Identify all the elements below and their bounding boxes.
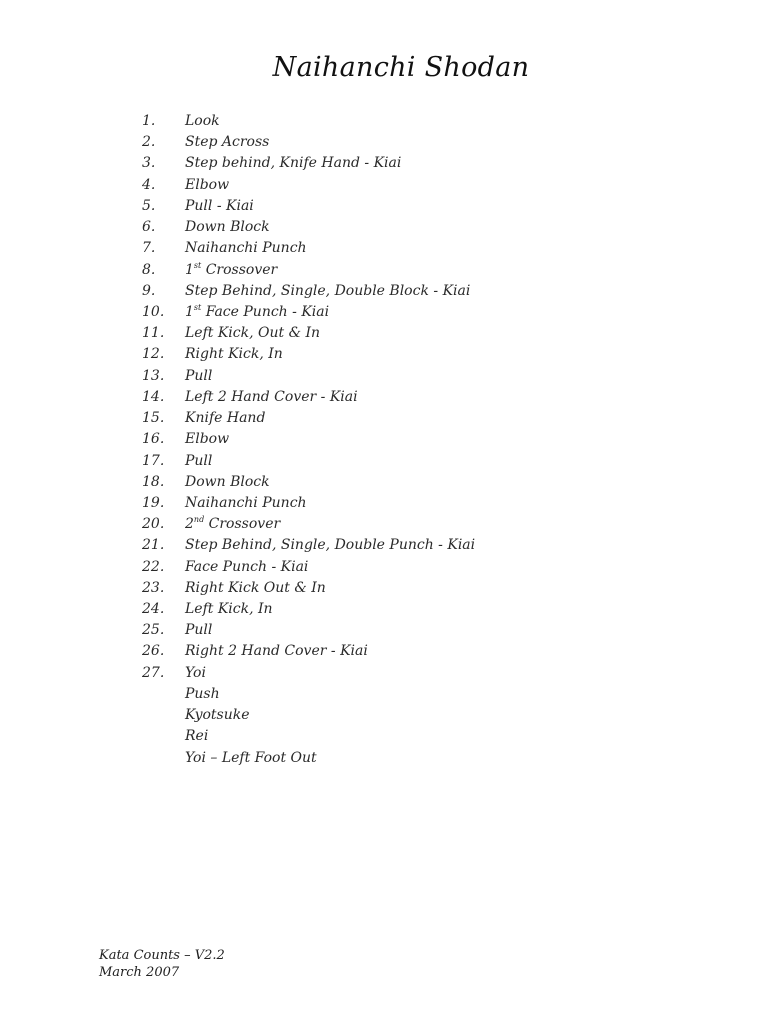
step-number: 4. (142, 176, 156, 193)
step-text: Right Kick, In (185, 346, 283, 363)
step-text: Pull (185, 622, 213, 639)
step-text: Down Block (185, 219, 270, 236)
list-item (0, 620, 768, 641)
step-number: 21. (142, 537, 165, 554)
step-number: 12. (142, 346, 165, 363)
step-text-rest: Face Punch - Kiai (201, 303, 330, 320)
step-text: Face Punch - Kiai (185, 558, 309, 575)
step-number: 8. (142, 261, 156, 278)
step-text: Kyotsuke (185, 707, 250, 724)
step-text (185, 302, 329, 323)
step-number: 5. (142, 197, 156, 214)
step-text: Pull (185, 452, 213, 469)
step-text-rest: Crossover (201, 261, 278, 278)
step-text: Rei (185, 728, 209, 745)
kata-steps-list (0, 111, 768, 769)
step-text: Step Across (185, 134, 270, 151)
step-text: Step Behind, Single, Double Block - Kiai (185, 282, 471, 299)
list-item (0, 748, 768, 769)
list-item (0, 344, 768, 365)
step-text: Right 2 Hand Cover - Kiai (185, 643, 368, 660)
step-number: 22. (142, 558, 165, 575)
step-text: Down Block (185, 473, 270, 490)
step-text: Naihanchi Punch (185, 494, 307, 511)
step-number: 6. (142, 219, 156, 236)
page-title: Naihanchi Shodan (272, 52, 530, 83)
step-text-ordinal: 1 (185, 303, 194, 320)
step-number: 14. (142, 388, 165, 405)
list-item (0, 366, 768, 387)
list-item (0, 408, 768, 429)
step-text: Naihanchi Punch (185, 240, 307, 257)
step-text: Elbow (185, 176, 230, 193)
list-item (0, 429, 768, 450)
list-item (0, 514, 768, 535)
list-item (0, 641, 768, 662)
step-number: 3. (142, 155, 156, 172)
ordinal-suffix: nd (193, 515, 205, 525)
step-number: 7. (142, 240, 156, 257)
step-text: Left Kick, In (185, 601, 273, 618)
footer-date: March 2007 (99, 965, 180, 980)
list-item (0, 493, 768, 514)
step-number: 10. (142, 303, 165, 320)
list-item (0, 663, 768, 684)
step-text: Pull (185, 367, 213, 384)
document-footer (99, 947, 225, 981)
list-item (0, 387, 768, 408)
list-item (0, 217, 768, 238)
ordinal-suffix: st (193, 302, 202, 312)
step-number: 1. (142, 113, 156, 129)
step-number: 20. (142, 516, 165, 533)
step-text: Left Kick, Out & In (185, 325, 321, 342)
step-text: Pull - Kiai (185, 197, 254, 214)
list-item (0, 726, 768, 747)
list-item (0, 684, 768, 705)
list-item (0, 175, 768, 196)
step-text-ordinal: 1 (185, 261, 194, 278)
step-number: 15. (142, 410, 165, 427)
step-number: 11. (142, 325, 165, 342)
step-number: 25. (142, 622, 165, 639)
step-number: 16. (142, 431, 165, 448)
step-number: 18. (142, 473, 165, 490)
list-item (0, 472, 768, 493)
step-number: 13. (142, 367, 165, 384)
step-text: Step Behind, Single, Double Punch - Kiai (185, 537, 476, 554)
list-item (0, 132, 768, 153)
list-item (0, 302, 768, 323)
step-number: 2. (142, 134, 156, 151)
step-number: 23. (142, 579, 165, 596)
step-number: 19. (142, 494, 165, 511)
step-text (185, 514, 280, 535)
step-text: Elbow (185, 431, 230, 448)
list-item (0, 238, 768, 259)
list-item (0, 153, 768, 174)
step-number: 24. (142, 601, 165, 618)
list-item (0, 196, 768, 217)
list-item (0, 260, 768, 281)
list-item (0, 578, 768, 599)
step-text: Push (185, 685, 220, 702)
step-text: Right Kick Out & In (185, 579, 326, 596)
list-item (0, 451, 768, 472)
step-number: 9. (142, 282, 156, 299)
step-number: 26. (142, 643, 165, 660)
step-text-ordinal: 2 (185, 516, 194, 533)
list-item (0, 281, 768, 302)
step-text: Yoi – Left Foot Out (185, 749, 317, 766)
list-item (0, 557, 768, 578)
list-item (0, 111, 768, 132)
step-text: Step behind, Knife Hand - Kiai (185, 155, 402, 172)
list-item (0, 323, 768, 344)
step-text: Look (185, 113, 220, 129)
step-text (185, 260, 277, 281)
step-text: Knife Hand (185, 410, 266, 427)
step-text: Left 2 Hand Cover - Kiai (185, 388, 358, 405)
step-number: 27. (142, 664, 165, 681)
list-item (0, 705, 768, 726)
footer-version: Kata Counts – V2.2 (99, 948, 225, 963)
step-text: Yoi (185, 664, 206, 681)
list-item (0, 535, 768, 556)
step-number: 17. (142, 452, 165, 469)
step-text-rest: Crossover (204, 516, 281, 533)
list-item (0, 599, 768, 620)
ordinal-suffix: st (193, 260, 202, 270)
